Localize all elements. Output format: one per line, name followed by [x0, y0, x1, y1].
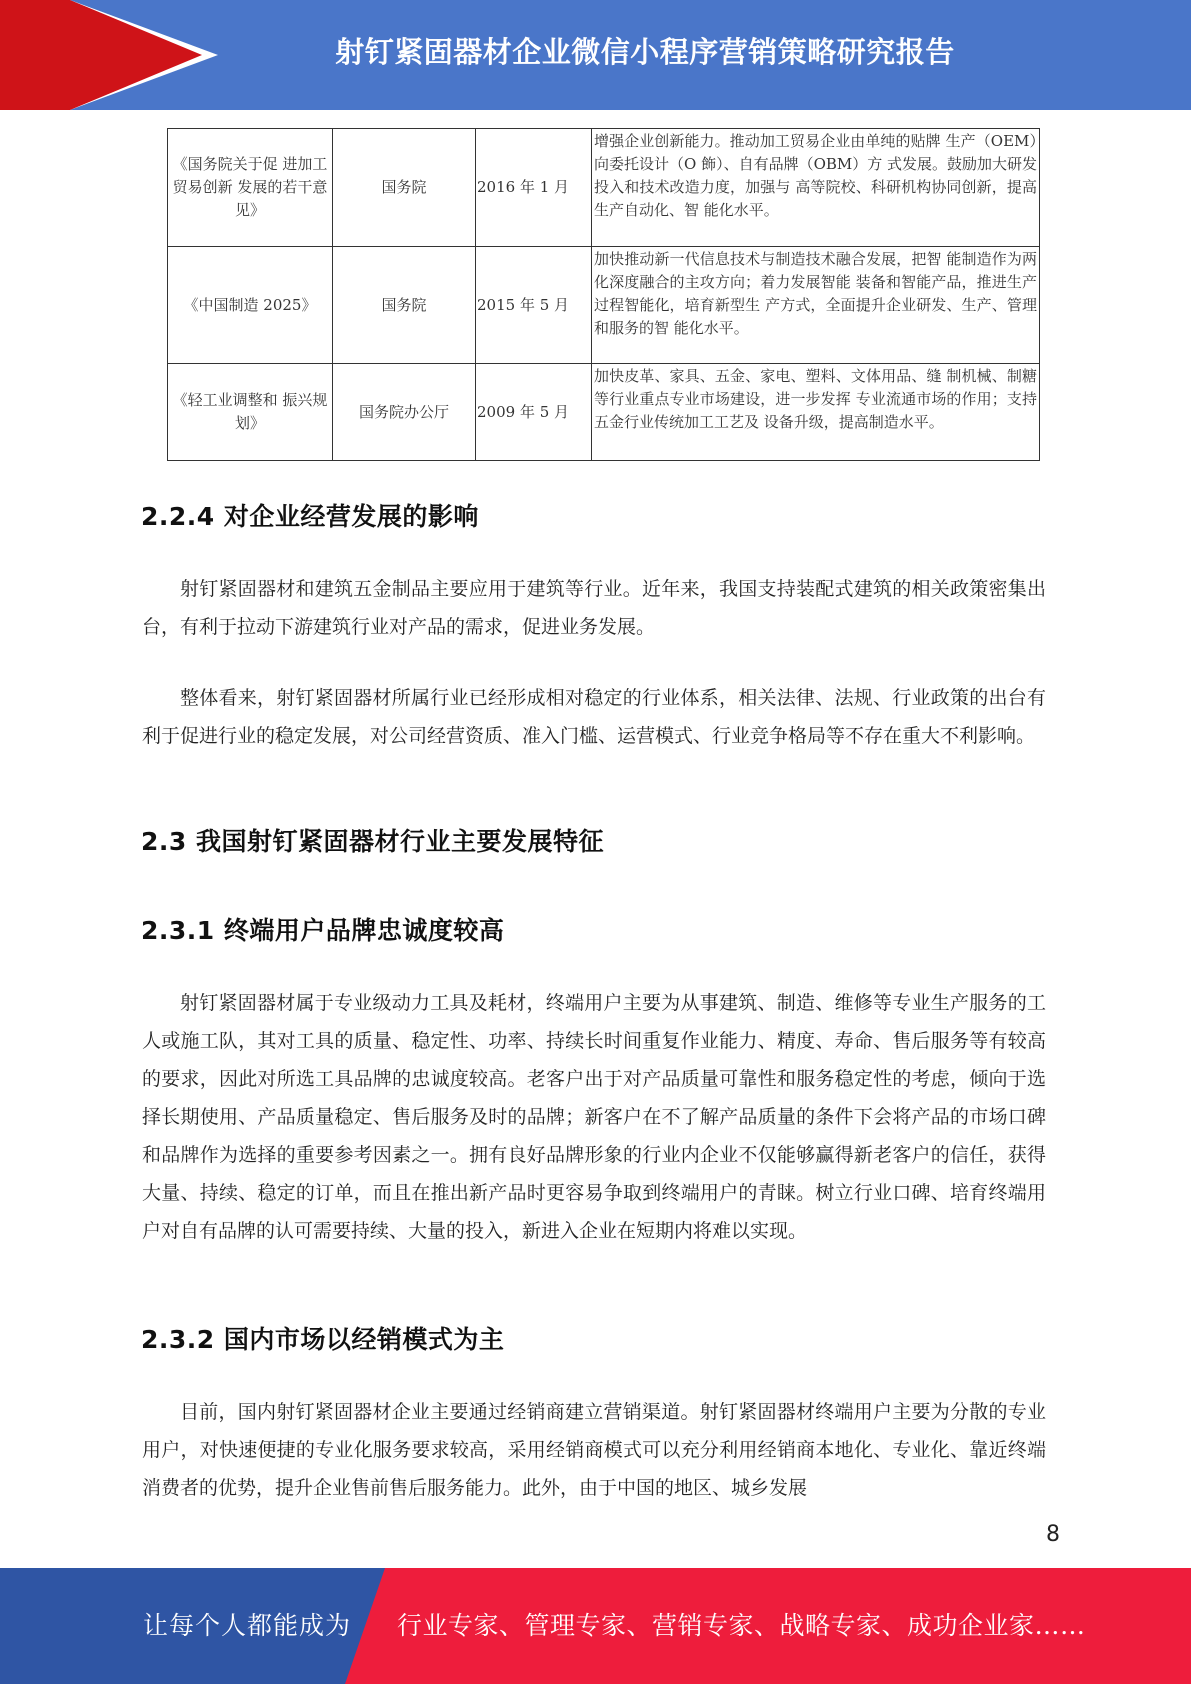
content-cell: 加快皮革、家具、五金、家电、塑料、文体用品、缝 制机械、制糖等行业重点专业市场建设，进一步发挥 专业流通市场的作用；支持五金行业传统加工工艺及 设备升级，提高制造水平。: [592, 364, 1040, 461]
header-arrow: [70, 0, 202, 110]
table-row: [168, 129, 1040, 247]
section-heading-2-3: 2.3 我国射钉紧固器材行业主要发展特征: [141, 827, 604, 856]
issuer-cell: 国务院: [333, 129, 476, 247]
issuer-cell: 国务院: [333, 247, 476, 364]
paragraph: 目前，国内射钉紧固器材企业主要通过经销商建立营销渠道。射钉紧固器材终端用户主要为分散的专业用户，对快速便捷的专业化服务要求较高，采用经销商模式可以充分利用经销商本地化、专业化、靠近终端消费者的优势，提升企业售前售后服务能力。此外，由于中国的地区、城乡发展: [142, 1401, 1046, 1499]
page-header: [0, 0, 1191, 110]
page-number: 8: [1046, 1522, 1060, 1547]
date-cell: 2009 年 5 月: [476, 364, 592, 461]
section-heading-2-3-2: 2.3.2 国内市场以经销模式为主: [141, 1325, 505, 1354]
content-cell: 增强企业创新能力。推动加工贸易企业由单纯的贴牌 生产（OEM）向委托设计（O 飾）、自有品牌（OBM）方 式发展。鼓励加大研发投入和技术改造力度，加强与 高等院校、科研机构协同创新，提高生产自动化、智 能化水平。: [592, 129, 1040, 247]
section-heading-2-3-1: 2.3.1 终端用户品牌忠诚度较高: [141, 916, 505, 945]
date-cell: 2016 年 1 月: [476, 129, 592, 247]
section-heading-2-2-4: 2.2.4 对企业经营发展的影响: [141, 502, 479, 531]
report-title: 射钉紧固器材企业微信小程序营销策略研究报告: [335, 35, 955, 69]
date-cell: 2015 年 5 月: [476, 247, 592, 364]
content-cell: 加快推动新一代信息技术与制造技术融合发展，把智 能制造作为两化深度融合的主攻方向；着力发展智能 装备和智能产品，推进生产过程智能化，培育新型生 产方式，全面提升企业研发、生产、管理和服务的智 能化水平。: [592, 247, 1040, 364]
policy-table: [167, 128, 1040, 461]
paragraph: 整体看来，射钉紧固器材所属行业已经形成相对稳定的行业体系，相关法律、法规、行业政策的出台有利于促进行业的稳定发展，对公司经营资质、准入门槛、运营模式、行业竞争格局等不存在重大不利影响。: [142, 687, 1046, 747]
paragraph: 射钉紧固器材和建筑五金制品主要应用于建筑等行业。近年来，我国支持装配式建筑的相关政策密集出台，有利于拉动下游建筑行业对产品的需求，促进业务发展。: [142, 578, 1046, 638]
issuer-cell: 国务院办公厅: [333, 364, 476, 461]
policy-name-cell: 《轻工业调整和 振兴规划》: [168, 364, 333, 461]
paragraph: 射钉紧固器材属于专业级动力工具及耗材，终端用户主要为从事建筑、制造、维修等专业生产服务的工人或施工队，其对工具的质量、稳定性、功率、持续长时间重复作业能力、精度、寿命、售后服务等有较高的要求，因此对所选工具品牌的忠诚度较高。老客户出于对产品质量可靠性和服务稳定性的考虑，倾向于选择长期使用、产品质量稳定、售后服务及时的品牌；新客户在不了解产品质量的条件下会将产品的市场口碑和品牌作为选择的重要参考因素之一。拥有良好品牌形象的行业内企业不仅能够赢得新老客户的信任，获得大量、持续、稳定的订单，而且在推出新产品时更容易争取到终端用户的青睐。树立行业口碑、培育终端用户对自有品牌的认可需要持续、大量的投入，新进入企业在短期内将难以实现。: [142, 992, 1046, 1242]
page-footer: [0, 1568, 1191, 1684]
table-row: [168, 364, 1040, 461]
table-row: [168, 247, 1040, 364]
header-red-block: [0, 0, 70, 110]
policy-name-cell: 《中国制造 2025》: [168, 247, 333, 364]
policy-name-cell: 《国务院关于促 进加工贸易创新 发展的若干意见》: [168, 129, 333, 247]
footer-slogan-right: 行业专家、管理专家、营销专家、战略专家、成功企业家……: [397, 1611, 1086, 1640]
footer-slogan-left: 让每个人都能成为: [143, 1611, 352, 1640]
